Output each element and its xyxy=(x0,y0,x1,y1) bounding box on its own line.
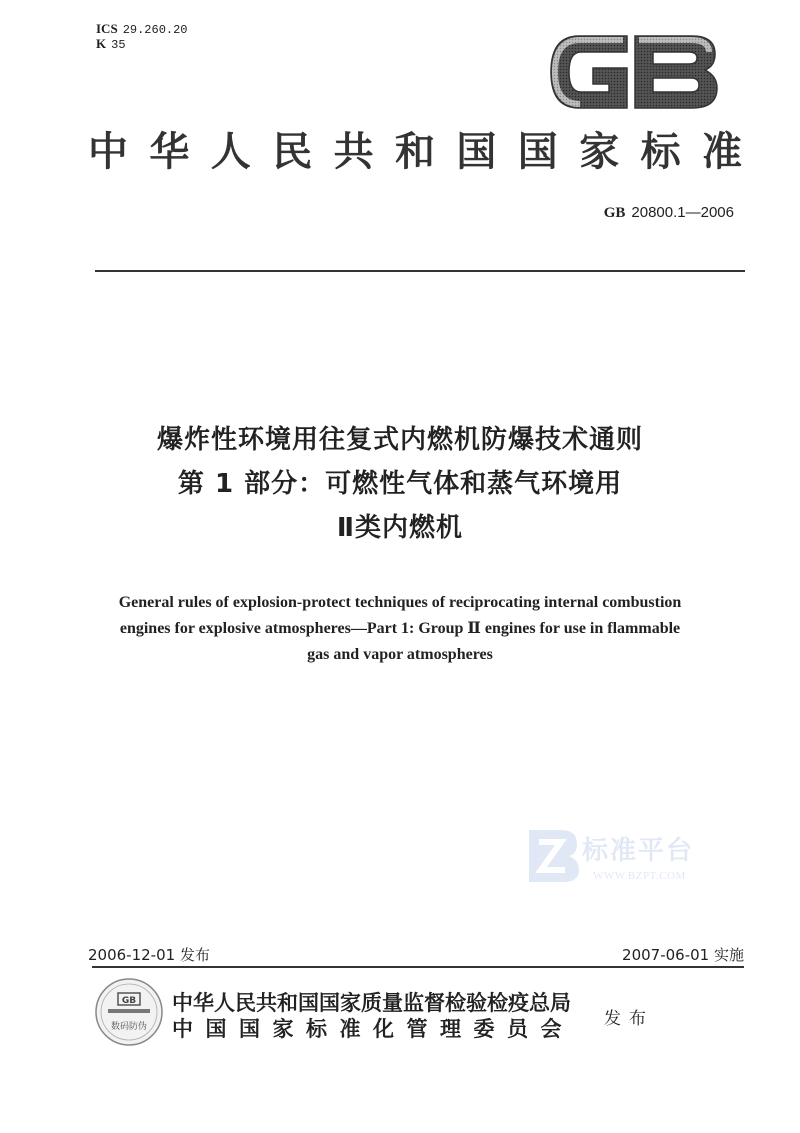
svg-text:GB: GB xyxy=(121,996,137,1006)
standard-prefix: GB xyxy=(603,205,626,221)
ccs-value: 35 xyxy=(111,38,126,52)
ccs-code xyxy=(96,37,188,52)
watermark xyxy=(527,828,747,888)
ccs-label: K xyxy=(96,36,107,51)
bottom-divider xyxy=(92,966,744,968)
bzpt-logo-icon xyxy=(527,828,579,884)
ics-code xyxy=(96,22,188,37)
seal-text: 数码防伪 xyxy=(110,1022,148,1032)
chinese-title xyxy=(60,418,740,550)
standard-number xyxy=(604,203,734,222)
issuing-authorities xyxy=(172,990,574,1042)
english-title-line-3: gas and vapor atmospheres xyxy=(307,646,493,663)
chinese-title-line-2: 第 1 部分：可燃性气体和蒸气环境用 xyxy=(177,469,623,499)
watermark-text: 标准平台 xyxy=(582,836,695,866)
issuer-sac: 中国国家标准化管理委员会 xyxy=(172,1016,574,1041)
watermark-url: WWW.BZPT.COM xyxy=(593,870,686,882)
top-divider xyxy=(95,270,745,272)
ics-value: 29.260.20 xyxy=(122,23,188,37)
english-title xyxy=(90,590,710,668)
classification-codes xyxy=(96,22,188,52)
english-title-line-1: General rules of explosion-protect techniques of reciprocating internal combustion xyxy=(118,594,682,611)
national-standard-title: 中华人民共和国国家标准 xyxy=(88,128,748,175)
chinese-title-line-3: Ⅱ类内燃机 xyxy=(336,513,464,543)
english-title-line-2: engines for explosive atmospheres—Part 1: Group Ⅱ engines for use in flammable xyxy=(119,620,681,637)
publish-label: 发布 xyxy=(604,1009,654,1029)
gb-logo-icon xyxy=(547,32,719,112)
chinese-title-line-1: 爆炸性环境用往复式内燃机防爆技术通则 xyxy=(156,425,643,455)
issue-date: 2006-12-01 发布 xyxy=(88,946,210,964)
issuer-aqsiq: 中华人民共和国国家质量监督检验检疫总局 xyxy=(172,990,571,1015)
ics-label: ICS xyxy=(96,21,118,36)
effective-date: 2007-06-01 实施 xyxy=(622,946,744,964)
anti-counterfeit-seal-icon xyxy=(94,977,164,1047)
standard-code: 20800.1—2006 xyxy=(631,204,734,221)
